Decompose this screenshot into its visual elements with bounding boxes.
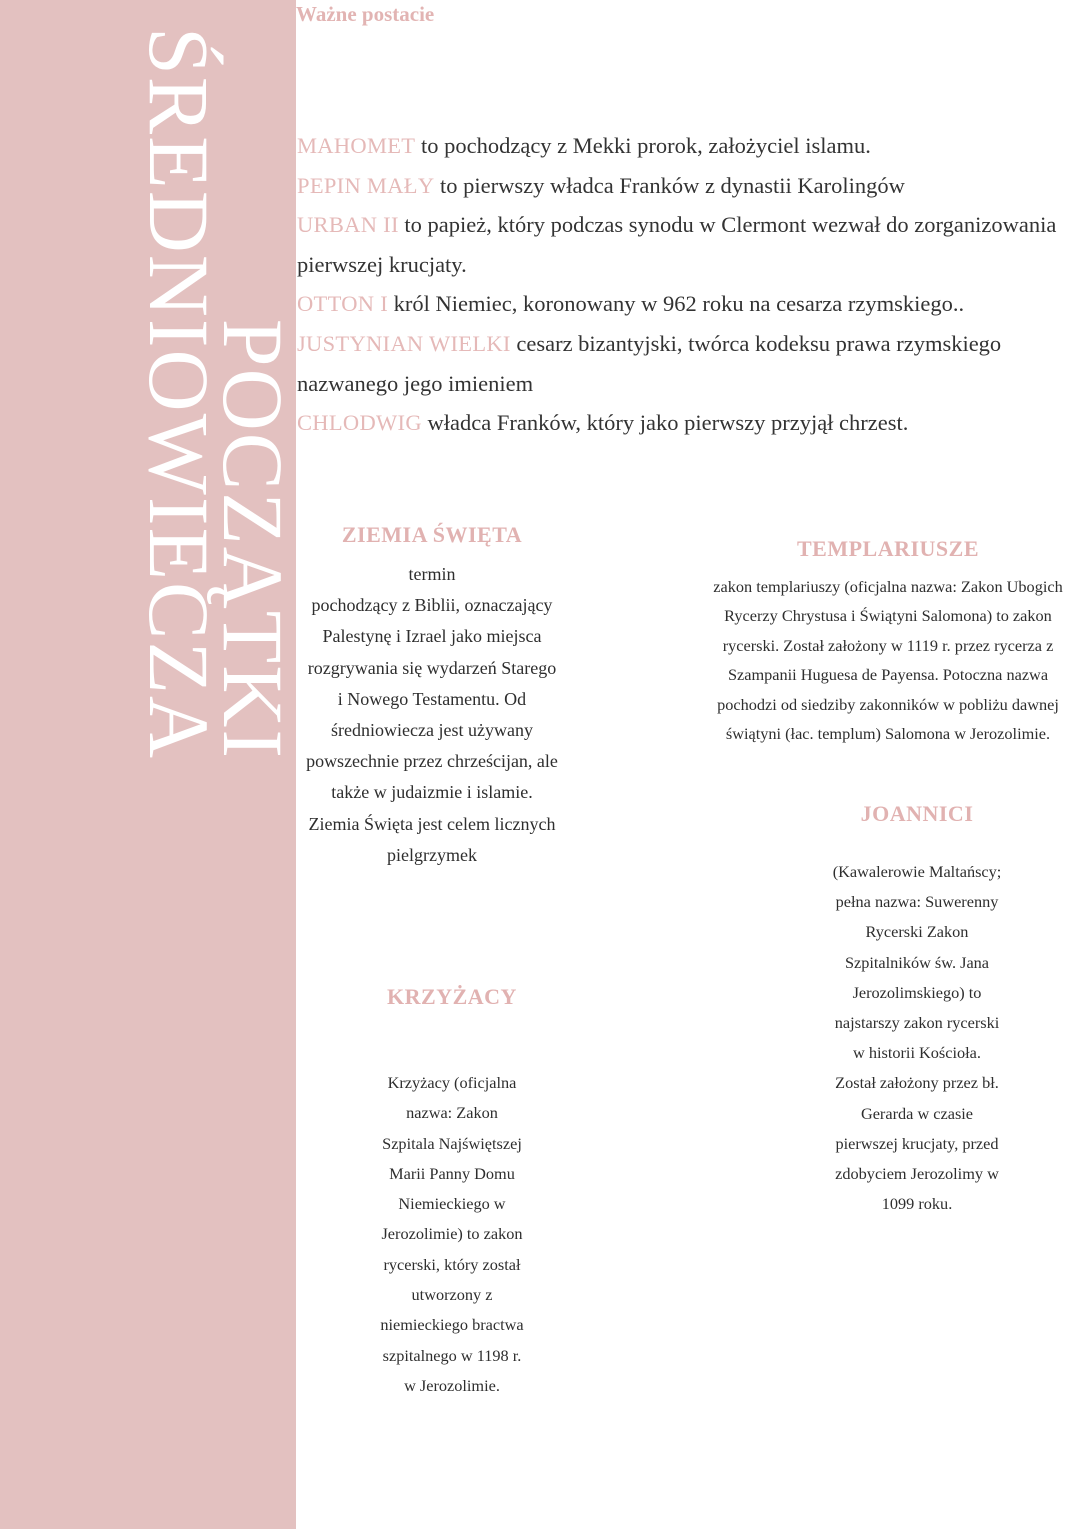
card-line: rycerski. Został założony w 1119 r. przez rycerza z: [722, 635, 1054, 655]
figures-list: [297, 126, 1057, 443]
card-line: Szpitala Najświętszej: [382, 1133, 522, 1153]
figure-name: CHLODWIG: [297, 410, 422, 436]
card-line: Rycerski Zakon: [865, 922, 969, 942]
card-line: (Kawalerowie Maltańscy;: [832, 862, 1002, 881]
card-joannici: [818, 801, 1016, 1219]
card-line: Został założony przez bł.: [835, 1073, 999, 1093]
card-line: niemieckiego bractwa: [380, 1315, 524, 1335]
card-line: Szampanii Huguesa de Payensa. Potoczna nazwa: [727, 665, 1049, 685]
figure-item: [297, 126, 1057, 166]
card-heading: TEMPLARIUSZE: [796, 536, 980, 561]
card-line: Palestynę i Izrael jako miejsca: [322, 626, 542, 647]
vertical-title: [131, 26, 301, 760]
card-line: termin: [408, 564, 456, 584]
card-heading: ZIEMIA ŚWIĘTA: [341, 522, 523, 547]
card-line: pielgrzymek: [387, 844, 477, 865]
card-line: zdobyciem Jerozolimy w: [835, 1164, 999, 1184]
figure-item: [297, 403, 1057, 443]
figure-text: to papież, który podczas synodu w Clermont wezwał do zorganizowania pierwszej krucjaty.: [297, 212, 1057, 277]
title-line-2: ŚREDNIOWIECZA: [131, 26, 227, 760]
card-line: rozgrywania się wydarzeń Starego: [307, 657, 557, 678]
card-krzyzacy: [362, 984, 542, 1401]
card-line: w historii Kościoła.: [853, 1043, 981, 1063]
card-line: pochodzący z Biblii, oznaczający: [311, 595, 553, 616]
card-line: Gerarda w czasie: [860, 1103, 974, 1123]
card-line: w Jerozolimie.: [404, 1375, 500, 1395]
card-line: Krzyżacy (oficjalna: [387, 1073, 517, 1092]
card-line: świątyni (łac. templum) Salomona w Jerozolimie.: [725, 724, 1051, 744]
figure-text: to pierwszy władca Franków z dynastii Karolingów: [434, 172, 905, 198]
figure-name: JUSTYNIAN WIELKI: [297, 330, 511, 356]
card-line: Rycerzy Chrystusa i Świątyni Salomona) to zakon: [724, 606, 1052, 626]
card-line: Ziemia Święta jest celem licznych: [308, 813, 556, 834]
card-line: pełna nazwa: Suwerenny: [835, 892, 999, 912]
figure-name: URBAN II: [297, 212, 399, 238]
card-templariusze: [696, 536, 1080, 748]
card-line: utworzony z: [411, 1285, 493, 1305]
figure-item: [297, 166, 1057, 206]
card-line: powszechnie przez chrześcijan, ale: [306, 751, 558, 772]
card-line: pochodzi od siedziby zakonników w pobliżu dawnej: [717, 694, 1059, 714]
card-line: Jerozolimskiego) to: [852, 982, 982, 1002]
card-ziemia-swieta: [296, 522, 568, 871]
card-heading: JOANNICI: [860, 801, 974, 826]
figure-item: [297, 324, 1057, 403]
figure-name: MAHOMET: [297, 133, 416, 158]
card-line: i Nowego Testamentu. Od: [337, 688, 527, 709]
figure-item: [297, 205, 1057, 284]
figure-text: król Niemiec, koronowany w 962 roku na cesarza rzymskiego..: [388, 291, 965, 317]
figure-text: władca Franków, który jako pierwszy przyjął chrzest.: [421, 410, 909, 436]
card-heading: KRZYŻACY: [387, 984, 517, 1009]
card-line: zakon templariuszy (oficjalna nazwa: Zakon Ubogich: [713, 577, 1063, 596]
card-line: Niemieckiego w: [398, 1194, 506, 1214]
card-line: szpitalnego w 1198 r.: [382, 1345, 522, 1365]
figure-item: [297, 284, 1057, 324]
card-line: 1099 roku.: [881, 1194, 953, 1214]
card-line: Szpitalników św. Jana: [844, 952, 990, 972]
figure-name: PEPIN MAŁY: [297, 172, 435, 198]
card-line: nazwa: Zakon: [406, 1103, 498, 1123]
figure-name: OTTON I: [297, 291, 389, 317]
section-heading: Ważne postacie: [296, 2, 435, 26]
card-line: najstarszy zakon rycerski: [834, 1013, 1000, 1033]
figure-text: to pochodzący z Mekki prorok, założyciel islamu.: [415, 133, 871, 158]
card-line: średniowiecza jest używany: [331, 720, 533, 741]
card-line: Jerozolimie) to zakon: [381, 1224, 523, 1244]
figure-text: cesarz bizantyjski, twórca kodeksu prawa rzymskiego nazwanego jego imieniem: [297, 330, 1002, 396]
card-line: pierwszej krucjaty, przed: [835, 1133, 999, 1153]
card-line: także w judaizmie i islamie.: [331, 782, 533, 803]
title-line-1: POCZĄTKI: [205, 318, 301, 760]
card-line: rycerski, który został: [383, 1254, 521, 1274]
card-line: Marii Panny Domu: [389, 1163, 515, 1183]
